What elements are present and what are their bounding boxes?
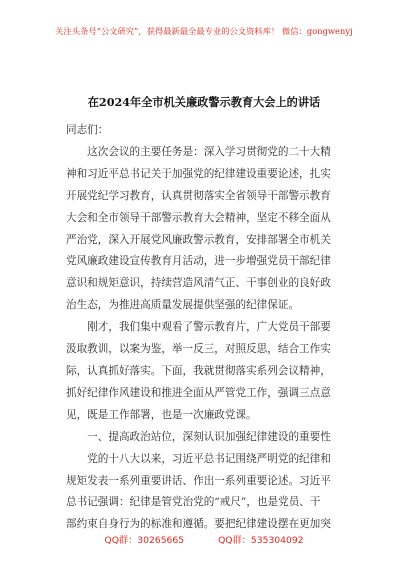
body-line: 见，既是工作部署，也是一次廉政党课。 (66, 408, 257, 421)
body-line: 汲取教训，以案为鉴，举一反三，对照反思，结合工作实 (66, 343, 331, 356)
body-line: 党的十八大以来，习近平总书记围绕严明党的纪律和 (66, 452, 331, 465)
footer-qq-group-2: QQ群：535304092 (218, 535, 304, 546)
body-line: 大会和全市领导干部警示教育大会精神，坚定不移全面从 (66, 211, 331, 224)
body-line: 部约束自身行为的标准和遵循。要把纪律建设摆在更加突 (66, 518, 331, 531)
body-line: 规矩发表一系列重要讲话、作出一系列重要论述。习近平 (66, 474, 331, 487)
section-heading: 一、提高政治站位，深刻认识加强纪律建设的重要性 (66, 430, 331, 443)
body-line: 意识和规矩意识，持续营造风清气正、干事创业的良好政 (66, 277, 331, 290)
body-line: 神和习近平总书记关于加强党的纪律建设重要论述，扎实 (66, 167, 331, 180)
document-body (66, 120, 350, 536)
body-line: 总书记强调：纪律是管党治党的“戒尺”，也是党员、干 (66, 496, 321, 509)
footer-contacts (0, 532, 408, 546)
salutation: 同志们： (66, 124, 109, 136)
footer-qq-group-1: QQ群：30265665 (104, 535, 185, 546)
body-line: 严治党，深入开展党风廉政警示教育，安排部署全市机关 (66, 233, 331, 246)
body-line: 党风廉政建设宣传教育月活动，进一步增强党员干部纪律 (66, 255, 331, 268)
document-title: 在2024年全市机关廉政警示教育大会上的讲话 (87, 95, 321, 109)
body-line: 际，认真抓好落实。下面，我就贯彻落实系列会议精神， (66, 364, 331, 377)
body-line: 刚才，我们集中观看了警示教育片，广大党员干部要 (66, 321, 331, 334)
body-line: 治生态，为推进高质量发展提供坚强的纪律保证。 (66, 299, 300, 312)
body-line: 抓好纪律作风建设和推进全面从严管党工作，强调三点意 (66, 386, 331, 399)
body-line: 这次会议的主要任务是：深入学习贯彻党的二十大精 (66, 145, 331, 158)
body-line: 开展党纪学习教育，认真贯彻落实全省领导干部警示教育 (66, 189, 331, 202)
header-banner: 关注头条号“公文研究”，获得最新最全最专业的公文资料库！ 微信：gongwenyj (55, 26, 353, 36)
